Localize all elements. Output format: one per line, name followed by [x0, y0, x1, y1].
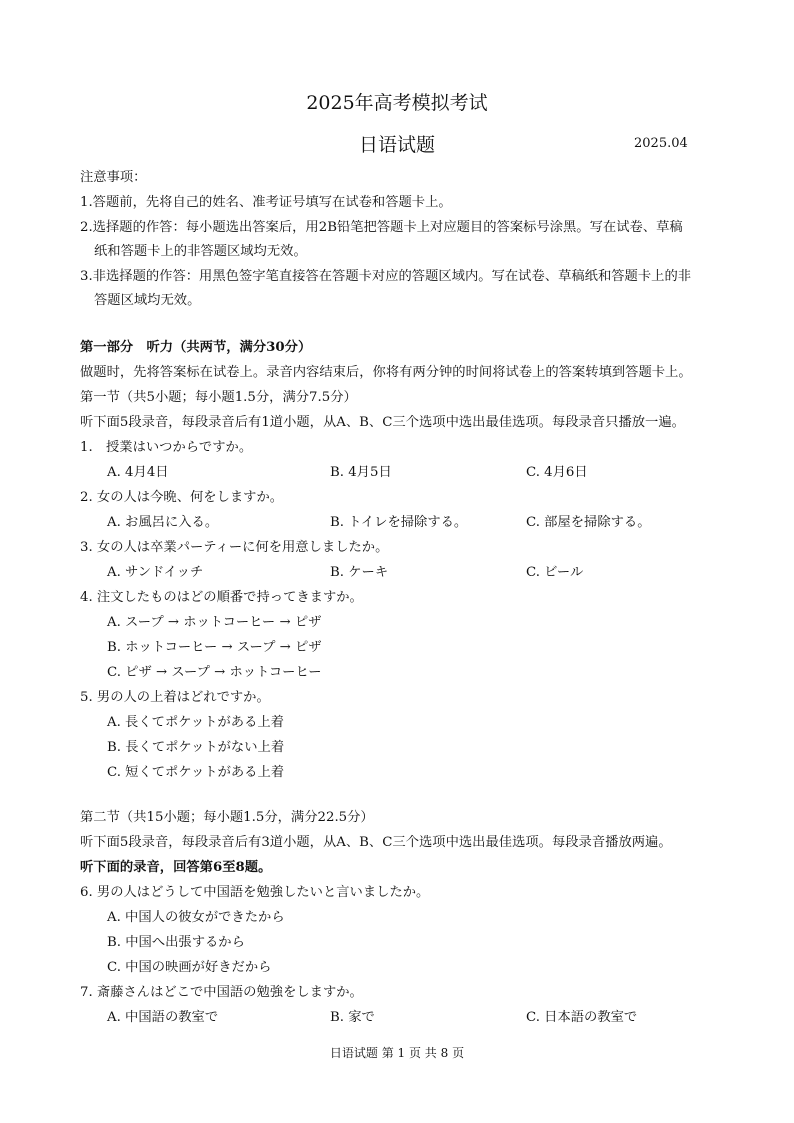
- exam-title: 2025年高考模拟考试: [306, 92, 488, 114]
- option-c: C. 日本語の教室で: [526, 1010, 638, 1025]
- option-a: A. サンドイッチ: [107, 565, 204, 580]
- option-a: A. 中国語の教室で: [107, 1010, 219, 1025]
- note-item: 答题区域均无效。: [94, 293, 201, 308]
- option-a: A. スープ → ホットコーヒー → ピザ: [107, 615, 322, 630]
- option-c: C. 中国の映画が好きだから: [107, 960, 272, 975]
- question-stem: 3. 女の人は卒業パーティーに何を用意しましたか。: [80, 540, 389, 555]
- question-stem: 2. 女の人は今晩、何をしますか。: [80, 490, 284, 505]
- part1-title: 第一部分 听力（共两节，满分30分）: [80, 340, 312, 355]
- option-a: A. 長くてポケットがある上着: [107, 715, 284, 730]
- option-a: A. 4月4日: [107, 465, 169, 480]
- exam-date: 2025.04: [634, 136, 688, 151]
- option-b: B. トイレを掃除する。: [330, 515, 468, 530]
- note-item: 纸和答题卡上的非答题区域均无效。: [94, 244, 307, 259]
- option-c: C. 4月6日: [526, 465, 588, 480]
- page-footer: 日语试题 第 1 页 共 8 页: [329, 1046, 465, 1060]
- note-item: 3.非选择题的作答：用黑色签字笔直接答在答题卡对应的答题区域内。写在试卷、草稿纸和答题卡上的非: [80, 269, 692, 284]
- option-b: B. ホットコーヒー → スープ → ピザ: [107, 640, 322, 655]
- note-item: 1.答题前，先将自己的姓名、准考证号填写在试卷和答题卡上。: [80, 195, 452, 210]
- option-b: B. 長くてポケットがない上着: [107, 740, 285, 755]
- group-heading: 听下面的录音，回答第6至8题。: [80, 860, 272, 875]
- question-stem: 7. 斎藤さんはどこで中国語の勉強をしますか。: [80, 985, 363, 1000]
- option-a: A. お風呂に入る。: [107, 515, 219, 530]
- part1-instruction: 做题时，先将答案标在试卷上。录音内容结束后，你将有两分钟的时间将试卷上的答案转填到答题卡上。: [80, 365, 692, 380]
- option-c: C. ピザ → スープ → ホットコーヒー: [107, 665, 322, 680]
- notes-heading: 注意事项：: [80, 170, 147, 185]
- option-c: C. 短くてポケットがある上着: [107, 765, 285, 780]
- section1-instruction: 听下面5段录音，每段录音后有1道小题，从A、B、C三个选项中选出最佳选项。每段录音只播放一遍。: [80, 415, 685, 430]
- question-stem: 5. 男の人の上着はどれですか。: [80, 690, 270, 705]
- note-item: 2.选择题的作答：每小题选出答案后，用2B铅笔把答题卡上对应题目的答案标号涂黑。写在试卷、草稿: [80, 220, 683, 235]
- section2-instruction: 听下面5段录音，每段录音后有3道小题，从A、B、C三个选项中选出最佳选项。每段录音播放两遍。: [80, 835, 672, 850]
- option-b: B. 4月5日: [330, 465, 392, 480]
- option-c: C. ビール: [526, 565, 584, 580]
- option-b: B. ケーキ: [330, 565, 389, 580]
- question-stem: 6. 男の人はどうして中国語を勉強したいと言いましたか。: [80, 885, 430, 900]
- option-c: C. 部屋を掃除する。: [526, 515, 651, 530]
- section2-title: 第二节（共15小题；每小题1.5分，满分22.5分）: [80, 810, 374, 825]
- section1-title: 第一节（共5小题；每小题1.5分，满分7.5分）: [80, 390, 357, 405]
- question-stem: 1. 授業はいつからですか。: [80, 440, 253, 455]
- option-a: A. 中国人の彼女ができたから: [107, 910, 285, 925]
- subject-title: 日语试题: [358, 134, 435, 156]
- question-stem: 4. 注文したものはどの順番で持ってきますか。: [80, 590, 363, 605]
- option-b: B. 中国へ出張するから: [107, 935, 245, 950]
- option-b: B. 家で: [330, 1010, 375, 1025]
